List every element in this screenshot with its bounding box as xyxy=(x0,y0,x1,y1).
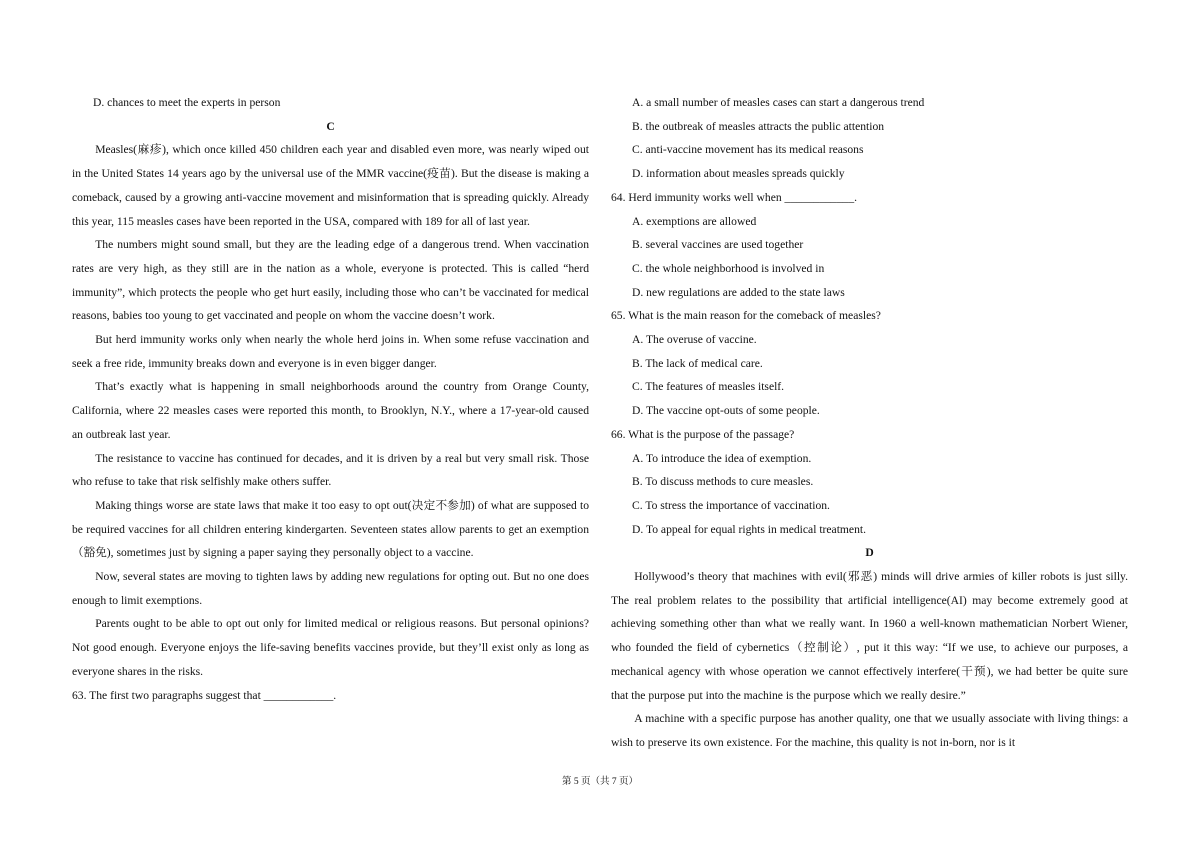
question-65-option-a: A. The overuse of vaccine. xyxy=(632,333,757,347)
question-64-option-c: C. the whole neighborhood is involved in xyxy=(632,261,825,275)
passage-c-paragraph-6: Making things worse are state laws that make it too easy to opt out(决定不参加) of what are supposed to be required vaccines for all children entering kindergarten. Seventeen states allow parents to get an exemption（豁免), sometimes just by signing a paper saying they personally object to a vaccine. xyxy=(72,498,589,560)
passage-c-paragraph-8: Parents ought to be able to opt out only for limited medical or religious reasons. But personal opinions? Not good enough. Everyone enjoys the life-saving benefits vaccines provide, but they’ll exist only as long as everyone shares in the risks. xyxy=(72,617,589,678)
question-63-option-b: B. the outbreak of measles attracts the public attention xyxy=(632,119,885,133)
question-65-option-c: C. The features of measles itself. xyxy=(632,380,785,394)
question-63-option-a: A. a small number of measles cases can start a dangerous trend xyxy=(632,96,925,109)
question-64-stem: 64. Herd immunity works well when ____________. xyxy=(611,190,858,204)
question-65-option-b: B. The lack of medical care. xyxy=(632,356,763,370)
prev-question-option-d: D. chances to meet the experts in person xyxy=(93,96,281,109)
question-66-option-a: A. To introduce the idea of exemption. xyxy=(632,451,812,465)
passage-c-paragraph-2: The numbers might sound small, but they are the leading edge of a dangerous trend. When vaccination rates are very high, as they still are in the nation as a whole, everyone is protected. This is called “herd immunity”, which protects the people who get hurt easily, including those who can’t be vaccinated for medical reasons, babies too young to get vaccinated and people on whom the vaccine doesn’t work. xyxy=(72,238,589,323)
question-63-option-d: D. information about measles spreads quickly xyxy=(632,167,845,181)
question-66-option-c: C. To stress the importance of vaccination. xyxy=(632,498,830,512)
question-63-option-c: C. anti-vaccine movement has its medical reasons xyxy=(632,143,864,157)
section-d-heading: D xyxy=(865,546,874,560)
question-63-stem: 63. The first two paragraphs suggest that ____________. xyxy=(72,688,337,702)
right-column xyxy=(611,91,1128,755)
passage-c-paragraph-4: That’s exactly what is happening in small neighborhoods around the country from Orange County, California, where 22 measles cases were reported this month, to Brooklyn, N.Y., where a 17-year-old caused an outbreak last year. xyxy=(72,380,589,441)
passage-d-paragraph-2: A machine with a specific purpose has another quality, one that we usually associate with living things: a wish to preserve its own existence. For the machine, this quality is not in-born, nor is it xyxy=(611,712,1128,749)
question-66-option-d: D. To appeal for equal rights in medical treatment. xyxy=(632,522,866,536)
passage-c-paragraph-7: Now, several states are moving to tighten laws by adding new regulations for opting out. But no one does enough to limit exemptions. xyxy=(72,570,589,607)
question-65-option-d: D. The vaccine opt-outs of some people. xyxy=(632,404,820,418)
question-66-stem: 66. What is the purpose of the passage? xyxy=(611,427,795,441)
passage-d-paragraph-1: Hollywood’s theory that machines with evil(邪恶) minds will drive armies of killer robots is just silly. The real problem relates to the possibility that artificial intelligence(AI) may become extremely good at achieving something other than what we really want. In 1960 a well-known mathematician Norbert Wiener, who founded the field of cybernetics（控制论）, put it this way: “If we use, to achieve our purposes, a mechanical agency with whose operation we cannot effectively interfere(干预), we had better be quite sure that the purpose put into the machine is the purpose which we really desire.” xyxy=(611,570,1128,702)
question-64-option-a: A. exemptions are allowed xyxy=(632,214,757,228)
left-column xyxy=(72,91,589,707)
passage-c-paragraph-1: Measles(麻疹), which once killed 450 children each year and disabled even more, was nearly wiped out in the United States 14 years ago by the universal use of the MMR vaccine(疫苗). But the disease is making a comeback, caused by a growing anti-vaccine movement and misinformation that is spreading quickly. Already this year, 115 measles cases have been reported in the USA, compared with 189 for all of last year. xyxy=(72,143,589,228)
page-footer: 第 5 页（共 7 页） xyxy=(561,777,638,787)
passage-c-paragraph-5: The resistance to vaccine has continued for decades, and it is driven by a real but very small risk. Those who refuse to take that risk selfishly make others suffer. xyxy=(72,451,589,489)
question-66-option-b: B. To discuss methods to cure measles. xyxy=(632,475,814,489)
section-c-heading: C xyxy=(326,119,335,133)
passage-c-paragraph-3: But herd immunity works only when nearly the whole herd joins in. When some refuse vaccination and seek a free ride, immunity breaks down and everyone is in even bigger danger. xyxy=(72,333,589,370)
question-64-option-b: B. several vaccines are used together xyxy=(632,238,804,252)
question-65-stem: 65. What is the main reason for the comeback of measles? xyxy=(611,309,881,323)
question-64-option-d: D. new regulations are added to the state laws xyxy=(632,285,845,299)
